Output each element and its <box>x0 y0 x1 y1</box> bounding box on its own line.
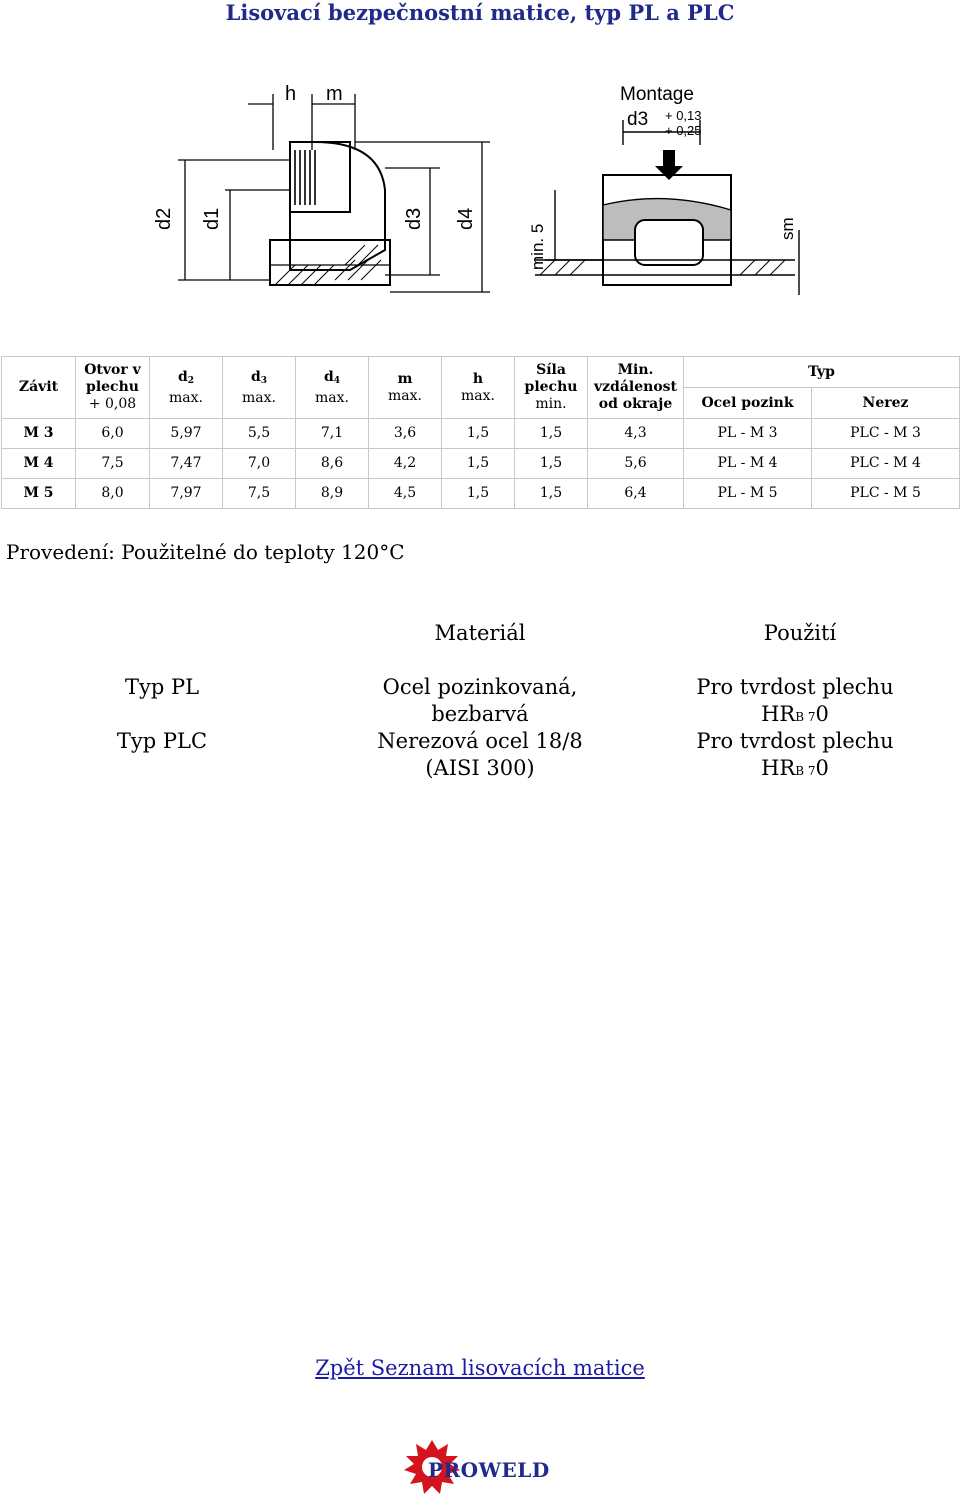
table-row: M 3 6,0 5,97 5,5 7,1 3,6 1,5 1,5 4,3 PL - M 3 PLC - M 3 <box>2 419 960 449</box>
typ-pl-material: Ocel pozinkovaná, bezbarvá <box>382 675 578 726</box>
montage-min5-label: min. 5 <box>528 223 547 270</box>
header-ocel: Ocel pozink <box>684 388 812 419</box>
dim-m-label: m <box>326 83 343 105</box>
typ-plc-material: Nerezová ocel 18/8 (AISI 300) <box>377 729 583 780</box>
typ-pl-use: Pro tvrdost plechu HRB 70 <box>696 675 894 726</box>
montage-drawing <box>515 80 815 305</box>
header-nerez: Nerez <box>812 388 960 419</box>
material-header: Materiál <box>434 621 526 645</box>
header-typ: Typ <box>684 357 960 388</box>
dim-h-label: h <box>285 83 297 105</box>
nut-dimension-drawing <box>130 80 500 305</box>
logo-text: PROWELD <box>428 1458 550 1482</box>
montage-d3-label: d3 <box>627 109 649 130</box>
back-link[interactable]: Zpět Seznam lisovacích matice <box>315 1356 645 1380</box>
montage-tol-top: + 0,13 <box>665 108 702 123</box>
header-vzdalenost: Min. vzdálenost od okraje <box>588 357 684 419</box>
header-d4: $d_4$ max. <box>296 357 369 419</box>
header-otvor: Otvor v plechu + 0,08 <box>76 357 150 419</box>
dim-d1-label: d1 <box>201 207 223 230</box>
typ-plc-use: Pro tvrdost plechu HRB 70 <box>696 729 894 780</box>
provedeni-text: Provedení: Použitelné do teploty 120°C <box>6 540 405 564</box>
dim-d3-label: d3 <box>403 207 425 230</box>
page-title: Lisovací bezpečnostní matice, typ PL a PLC <box>225 0 735 25</box>
header-h: h max. <box>442 357 515 419</box>
table-row: M 5 8,0 7,97 7,5 8,9 4,5 1,5 1,5 6,4 PL - M 5 PLC - M 5 <box>2 479 960 509</box>
montage-tol-bottom: + 0,25 <box>665 123 702 138</box>
dim-d4-label: d4 <box>455 207 477 230</box>
typ-plc-label: Typ PLC <box>116 729 208 753</box>
montage-title: Montage <box>620 84 694 105</box>
use-header: Použití <box>763 621 837 645</box>
header-sila: Síla plechu min. <box>515 357 588 419</box>
typ-pl-label: Typ PL <box>124 675 200 699</box>
header-zavit: Závit <box>2 357 76 419</box>
spec-table <box>1 356 960 509</box>
header-d3: $d_3$ max. <box>223 357 296 419</box>
header-d2: $d_2$ max. <box>150 357 223 419</box>
header-m: m max. <box>369 357 442 419</box>
dim-d2-label: d2 <box>153 207 175 230</box>
montage-sm-label: sm <box>778 217 797 240</box>
table-row: M 4 7,5 7,47 7,0 8,6 4,2 1,5 1,5 5,6 PL - M 4 PLC - M 4 <box>2 449 960 479</box>
